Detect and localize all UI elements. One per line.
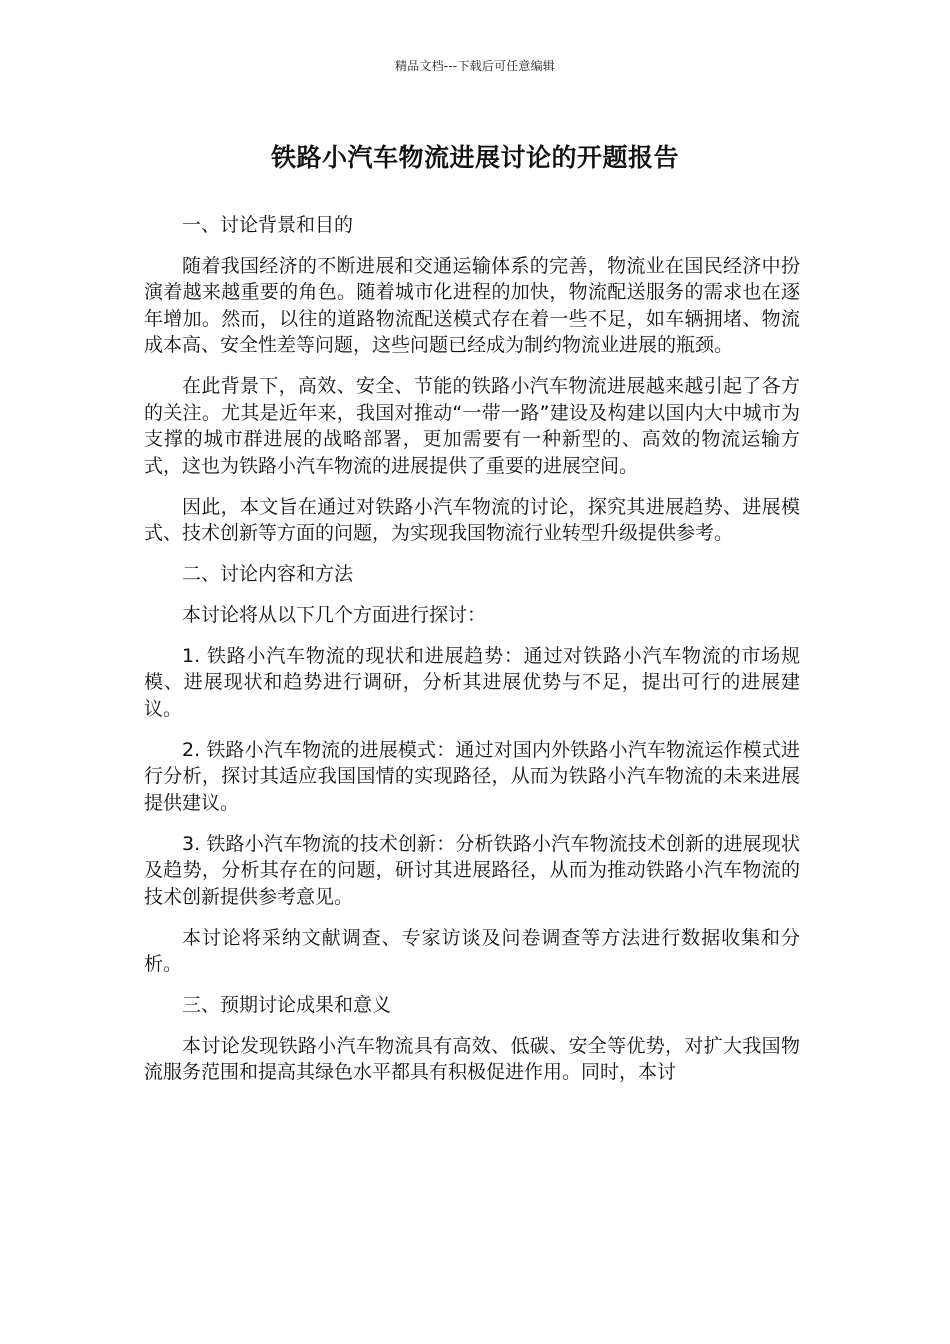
paragraph-background-2: 在此背景下，高效、安全、节能的铁路小汽车物流进展越来越引起了各方的关注。尤其是近年来，我国对推动“一带一路”建设及构建以国内大中城市为支撑的城市群进展的战略部署，更加需要有一种新型的、高效的物流运输方式，这也为铁路小汽车物流的进展提供了重要的进展空间。 — [144, 375, 800, 477]
section-heading-content-methods: 二、讨论内容和方法 — [182, 563, 354, 585]
list-item-tech-innovation: 3. 铁路小汽车物流的技术创新：分析铁路小汽车物流技术创新的进展现状及趋势，分析其存在的问题，研讨其进展路径，从而为推动铁路小汽车物流的技术创新提供参考意见。 — [144, 832, 800, 908]
list-item-development-mode: 2. 铁路小汽车物流的进展模式：通过对国内外铁路小汽车物流运作模式进行分析，探讨其适应我国国情的实现路径，从而为铁路小汽车物流的未来进展提供建议。 — [144, 738, 800, 814]
paragraph-aspects-intro: 本讨论将从以下几个方面进行探讨： — [182, 603, 487, 626]
section-heading-expected-results: 三、预期讨论成果和意义 — [182, 994, 392, 1016]
paragraph-methods: 本讨论将采纳文献调查、专家访谈及问卷调查等方法进行数据收集和分析。 — [144, 926, 800, 975]
paragraph-purpose: 因此，本文旨在通过对铁路小汽车物流的讨论，探究其进展趋势、进展模式、技术创新等方面的问题，为实现我国物流行业转型升级提供参考。 — [144, 495, 800, 544]
document-title: 铁路小汽车物流进展讨论的开题报告 — [270, 143, 679, 172]
section-heading-background: 一、讨论背景和目的 — [182, 214, 354, 236]
document-body — [144, 212, 800, 1100]
paragraph-expected-results: 本讨论发现铁路小汽车物流具有高效、低碳、安全等优势，对扩大我国物流服务范围和提高其绿色水平都具有积极促进作用。同时，本讨 — [144, 1034, 800, 1083]
paragraph-background-1: 随着我国经济的不断进展和交通运输体系的完善，物流业在国民经济中扮演着越来越重要的角色。随着城市化进程的加快，物流配送服务的需求也在逐年增加。然而，以往的道路物流配送模式存在着一些不足，如车辆拥堵、物流成本高、安全性差等问题，这些问题已经成为制约物流业进展的瓶颈。 — [144, 254, 800, 356]
page-header: 精品文档---下载后可任意编辑 — [395, 59, 555, 73]
list-item-status-trends: 1. 铁路小汽车物流的现状和进展趋势：通过对铁路小汽车物流的市场规模、进展现状和趋势进行调研，分析其进展优势与不足，提出可行的进展建议。 — [144, 644, 800, 720]
